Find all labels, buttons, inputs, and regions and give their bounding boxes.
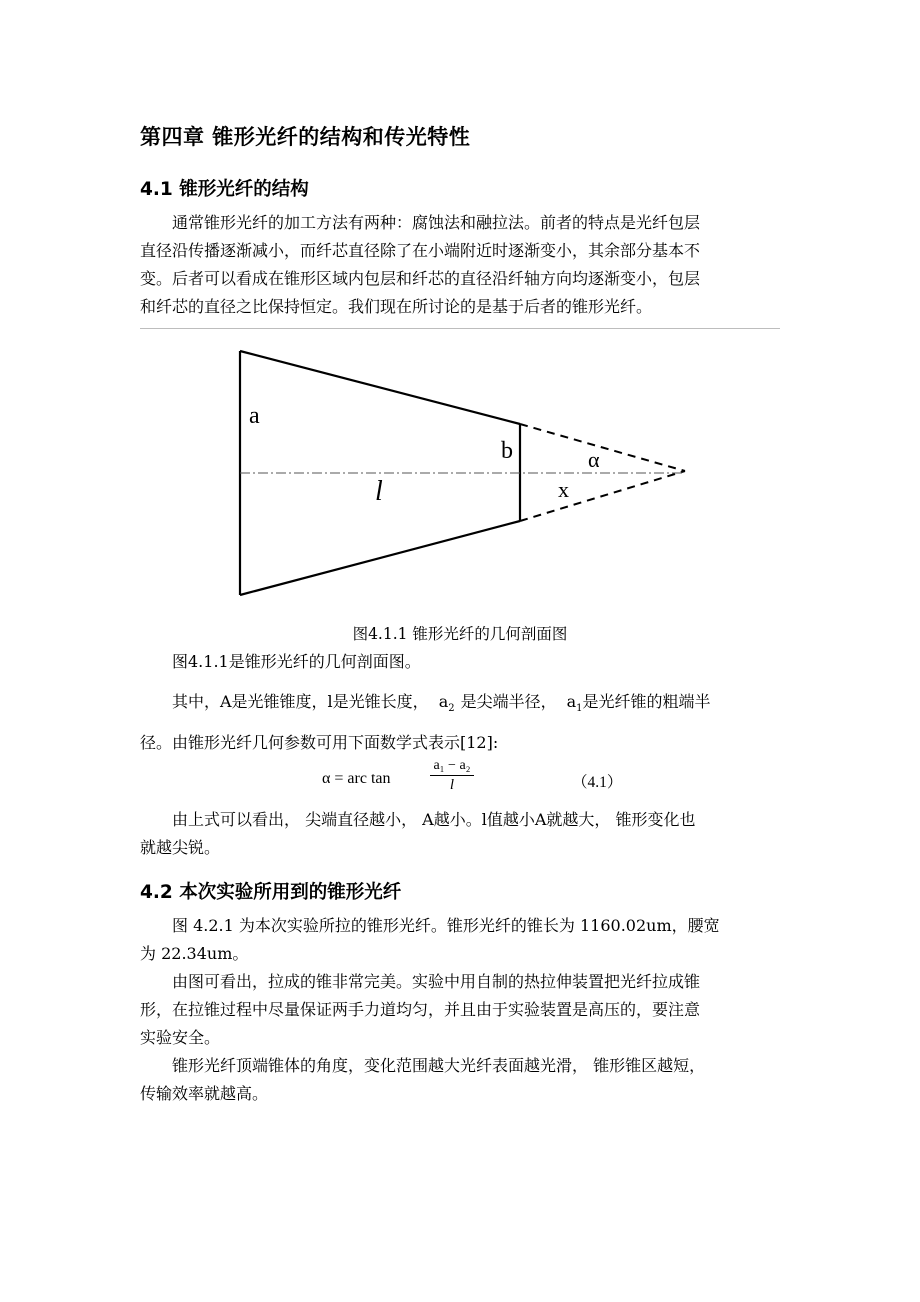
label-a: a	[249, 403, 260, 429]
equation-number: （4.1）	[572, 774, 623, 791]
text-line: 形，在拉锥过程中尽量保证两手力道均匀，并且由于实验装置是高压的，要注意	[140, 1000, 701, 1019]
equation-lhs: α = arc tan	[322, 770, 391, 787]
text-line: 锥形光纤顶端锥体的角度，变化范围越大光纤表面越光滑， 锥形锥区越短，	[172, 1056, 706, 1075]
paragraph-conclusion	[140, 806, 782, 862]
paragraph-experiment-3	[140, 1052, 782, 1108]
upper-extension-dashed	[520, 424, 685, 471]
text-line: 图 4.2.1 为本次实验所拉的锥形光纤。锥形光纤的锥长为 1160.02um，腰宽	[172, 916, 720, 935]
text-line: 就越尖锐。	[140, 838, 221, 857]
paragraph-intro	[140, 209, 782, 321]
equation-denominator: l	[449, 777, 455, 793]
label-x: x	[558, 477, 569, 502]
text-line: 由上式可以看出， 尖端直径越小， A越小。l值越小A就越大， 锥形变化也	[172, 810, 696, 829]
text-line: 传输效率就越高。	[140, 1084, 269, 1103]
horizontal-rule	[140, 328, 780, 329]
paragraph-parameters	[140, 688, 782, 757]
section-title-4-2: 4.2 本次实验所用到的锥形光纤	[140, 882, 402, 903]
params-text-1: 其中，A是光锥锥度，l是光锥长度，	[172, 692, 429, 711]
label-l: l	[375, 476, 383, 507]
figure-caption: 图4.1.1 锥形光纤的几何剖面图	[352, 625, 568, 643]
text-line: 直径沿传播逐渐减小，而纤芯直径除了在小端附近时逐渐变小，其余部分基本不	[140, 241, 701, 260]
paragraph-experiment-1	[140, 912, 782, 968]
tapered-fiber-diagram	[225, 340, 695, 605]
text-line: 由图可看出，拉成的锥非常完美。实验中用自制的热拉伸装置把光纤拉成锥	[172, 972, 701, 991]
symbol-a1: $a_1$	[566, 692, 583, 715]
text-line: 和纤芯的直径之比保持恒定。我们现在所讨论的是基于后者的锥形光纤。	[140, 297, 653, 316]
text-line	[140, 688, 782, 723]
symbol-a2: $a_2$	[438, 692, 455, 715]
label-b: b	[501, 438, 513, 464]
text-line: 图4.1.1是锥形光纤的几何剖面图。	[172, 652, 421, 671]
paragraph-experiment-2	[140, 968, 782, 1052]
paragraph-figure-reference	[140, 648, 782, 676]
upper-taper-line	[240, 351, 520, 424]
lower-taper-line	[240, 521, 520, 595]
text-line: 径。由锥形光纤几何参数可用下面数学式表示[12]:	[140, 733, 499, 753]
params-text-2: 是尖端半径，	[460, 692, 557, 711]
text-line: 实验安全。	[140, 1028, 221, 1047]
lower-extension-dashed	[520, 471, 685, 521]
text-line: 为 22.34um。	[140, 944, 249, 963]
text-line: 变。后者可以看成在锥形区域内包层和纤芯的直径沿纤轴方向均逐渐变小，包层	[140, 269, 701, 288]
label-alpha: α	[588, 447, 600, 472]
section-title-4-1: 4.1 锥形光纤的结构	[140, 179, 309, 200]
chapter-title: 第四章 锥形光纤的结构和传光特性	[140, 125, 471, 149]
equation-numerator: a₁ − a₂	[430, 758, 474, 776]
text-line: 通常锥形光纤的加工方法有两种：腐蚀法和融拉法。前者的特点是光纤包层	[172, 213, 701, 232]
params-text-3: 是光纤锥的粗端半	[582, 692, 711, 711]
equation-fraction	[430, 758, 474, 794]
